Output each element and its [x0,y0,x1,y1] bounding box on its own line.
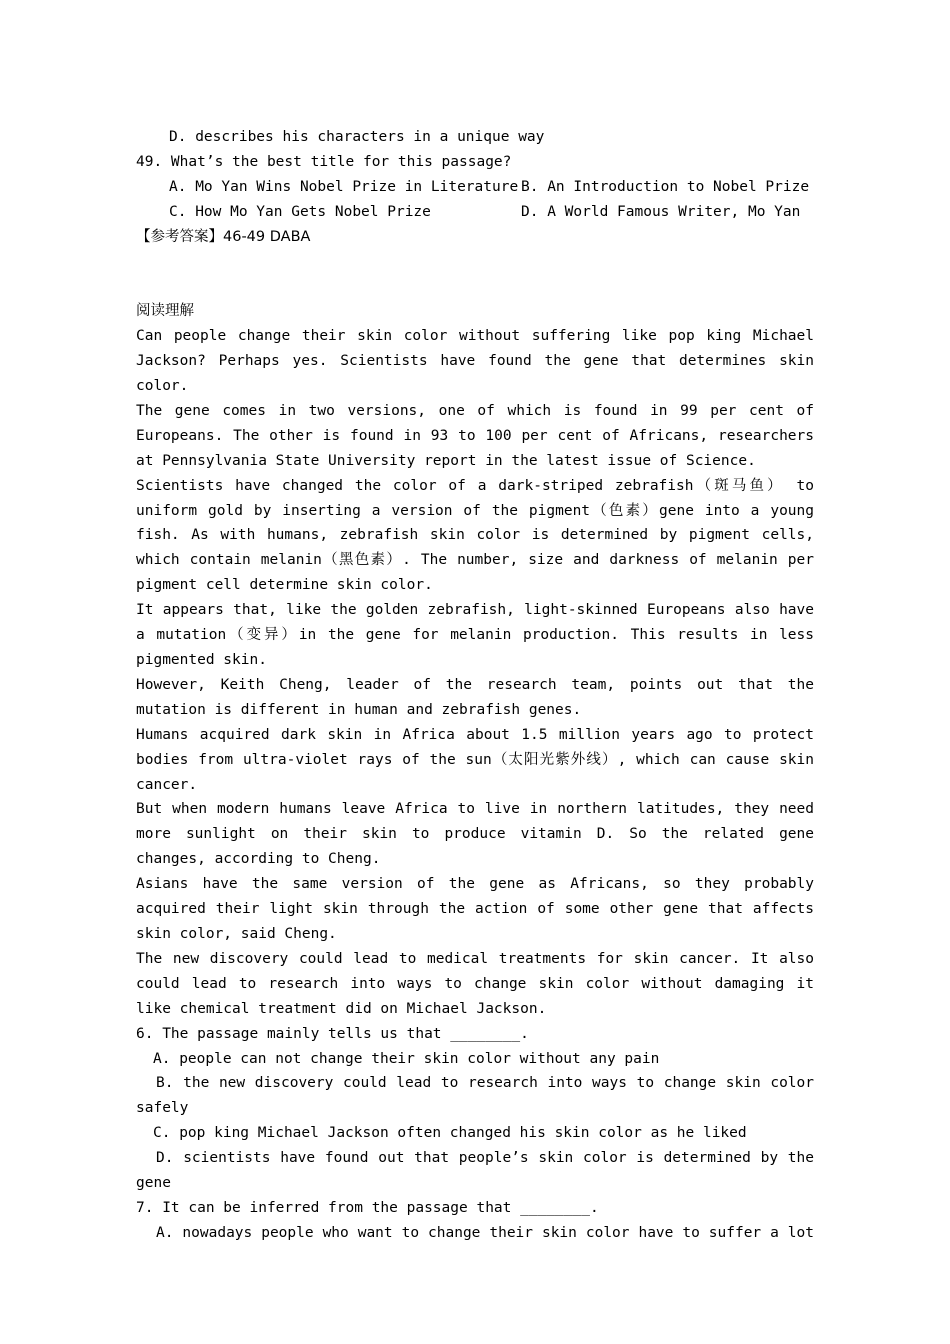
paragraph-4: It appears that, like the golden zebrafish, light-skinned Europeans also have a mutation（变异）in the gene for melanin production. This results in less pigmented skin. [136,602,814,669]
spacer [136,250,814,300]
q49-option-a: A. Mo Yan Wins Nobel Prize in Literature [169,178,519,195]
q6-option-a: A. people can not change their skin color without any pain [153,1050,660,1067]
q7-option-a: A. nowadays people who want to change their skin color have to suffer a lot [156,1224,814,1241]
answer-key: 【参考答案】46-49 DABA [136,228,311,245]
q49-option-d: D. A World Famous Writer, Mo Yan [521,203,801,220]
q49-options-row-2 [136,200,814,225]
paragraph-5: However, Keith Cheng, leader of the research team, points out that the mutation is different in human and zebrafish genes. [136,676,814,718]
q49-option-b: B. An Introduction to Nobel Prize [521,178,810,195]
q6-option-d: D. scientists have found out that people’s skin color is determined by the gene [136,1150,814,1192]
paragraph-2: The gene comes in two versions, one of which is found in 99 per cent of Europeans. The other is found in 93 to 100 per cent of Africans, researchers at Pennsylvania State University report in the latest issue of Science. [136,402,814,469]
q6-option-c: C. pop king Michael Jackson often changed his skin color as he liked [153,1125,747,1142]
q6-option-b: B. the new discovery could lead to research into ways to change skin color safely [136,1075,814,1117]
q49-stem: 49. What’s the best title for this passage? [136,153,512,170]
q6-stem: 6. The passage mainly tells us that ________. [136,1025,529,1042]
q7-stem: 7. It can be inferred from the passage that ________. [136,1199,599,1216]
q48-option-d: D. describes his characters in a unique way [169,129,545,145]
section-heading: 阅读理解 [136,303,194,320]
paragraph-7: But when modern humans leave Africa to live in northern latitudes, they need more sunlight on their skin to produce vitamin D. So the related gene changes, according to Cheng. [136,801,814,868]
q49-option-c: C. How Mo Yan Gets Nobel Prize [169,203,431,220]
paragraph-9: The new discovery could lead to medical treatments for skin cancer. It also could lead to research into ways to change skin color without damaging it like chemical treatment did on Michael Jackson. [136,950,814,1017]
paragraph-1: Can people change their skin color without suffering like pop king Michael Jackson? Perhaps yes. Scientists have found the gene that determines skin color. [136,328,814,395]
paragraph-8: Asians have the same version of the gene as Africans, so they probably acquired their light skin through the action of some other gene that affects skin color, said Cheng. [136,876,814,942]
document-page [136,125,814,1246]
q49-options-row-1 [136,175,814,200]
paragraph-6: Humans acquired dark skin in Africa about 1.5 million years ago to protect bodies from ultra-violet rays of the sun（太阳光紫外线）, which can cause skin cancer. [136,726,814,793]
paragraph-3: Scientists have changed the color of a dark-striped zebrafish（斑马鱼） to uniform gold by inserting a version of the pigment（色素）gene into a young fish. As with humans, zebrafish skin color is determined by pigment cells, which contain melanin（黑色素）. The number, size and darkness of melanin per pigment cell determine skin color. [136,477,814,594]
